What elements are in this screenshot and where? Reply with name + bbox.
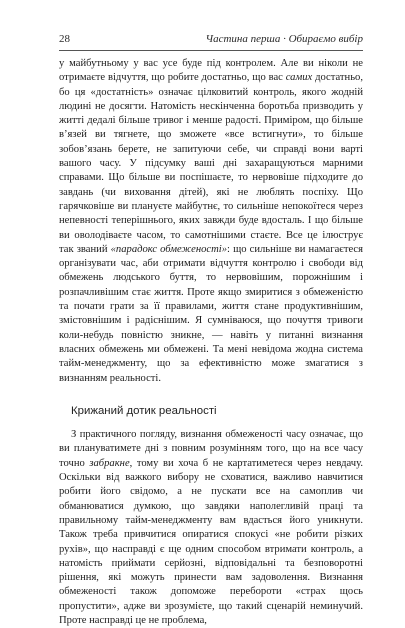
paragraph-1-emphasis-2: «парадокс обмеженості»: [110, 243, 227, 255]
page-number: 28: [59, 33, 70, 45]
header-rule: [59, 50, 363, 51]
paragraph-2-part-1: З практичного погляду, визнання обмеженості часу означає, що ви плануватимете дні з повним розумінням того, що на все часу точно: [59, 429, 363, 469]
running-head: Частина перша · Обираємо вибір: [205, 33, 363, 45]
paragraph-1-part-3: : що сильніше ви намагаєтеся організувати час, аби отримати відчуття контролю і свободи від обмежень людського буття, то нервовішим, порожнішим і розпачливішим стає життя. Проте якщо змиритися з обмеженістю та почати грати за її правилами, життя стане продуктивнішим, змістовнішим і радіснішим. Я сумніваюся, що почуття тривоги коли-небудь повністю зникне, — навіть у питанні визнання власних обмежень ми обмежені. Та мені невідома жодна система тайм-менеджменту, що за ефективністю може змагатися з визнанням реальності.: [59, 243, 364, 384]
paragraph-1: [59, 57, 363, 386]
paragraph-2: [59, 428, 363, 628]
section-heading: Крижаний дотик реальності: [71, 404, 217, 417]
paragraph-2-emphasis-1: забракне: [89, 457, 130, 469]
paragraph-1-part-1: у майбутньому у вас усе буде під контролем. Але ви ніколи не отримаєте відчуття, що робите достатньо, що вас: [59, 58, 363, 84]
paragraph-1-part-2: достатньо, бо ця «достатність» означає цілковитий контроль, якого жодній людині не досягти. Натомість нескінченна боротьба призводить у житті дедалі більше тривог і менше радості. Приміром, що більше вʼязей ви тягнете, що зможете «все встигнути», то більше зобовʼязань берете, не запитуючи себе, чи справді вони варті вашого часу. У підсумку ваші дні захаращуються марними справами. Що більше ви поспішаєте, то нервовіше підходите до завдань (чи виховання дітей), які не люблять поспіху. Що гарячковіше ви плануєте майбутнє, то сильніше непокоїтеся через непевності теперішнього, яких завжди буде вдосталь. І що більше ви оволодіваєте часом, то самотнішими стаєте. Все це ілюструє так званий: [59, 72, 363, 255]
page-body: [59, 57, 363, 628]
page-header: [0, 0, 405, 54]
paragraph-2-part-2: , тому ви хоча б не картатиметеся через невдачу. Оскільки від важкого вибору не сховатися, важливо навчитися робити його свідомо, а не пускати все на самоплив чи обманюватися думкою, що завдяки наполегливій праці та правильному тайм-менеджменту вам вдасться його уникнути. Також треба привчитися опиратися спокусі «не робити різких рухів», що насправді є ще одним способом втримати контроль, а натомість приймати серйозні, відповідальні та безповоротні рішення, які можуть принести вам задоволення. Визнання обмеженості також допоможе перебороти «страх щось пропустити», адже ви зрозумієте, що такий сценарій неминучий. Проте насправді це не проблема,: [59, 457, 363, 626]
paragraph-1-emphasis-1: самих: [285, 72, 313, 84]
